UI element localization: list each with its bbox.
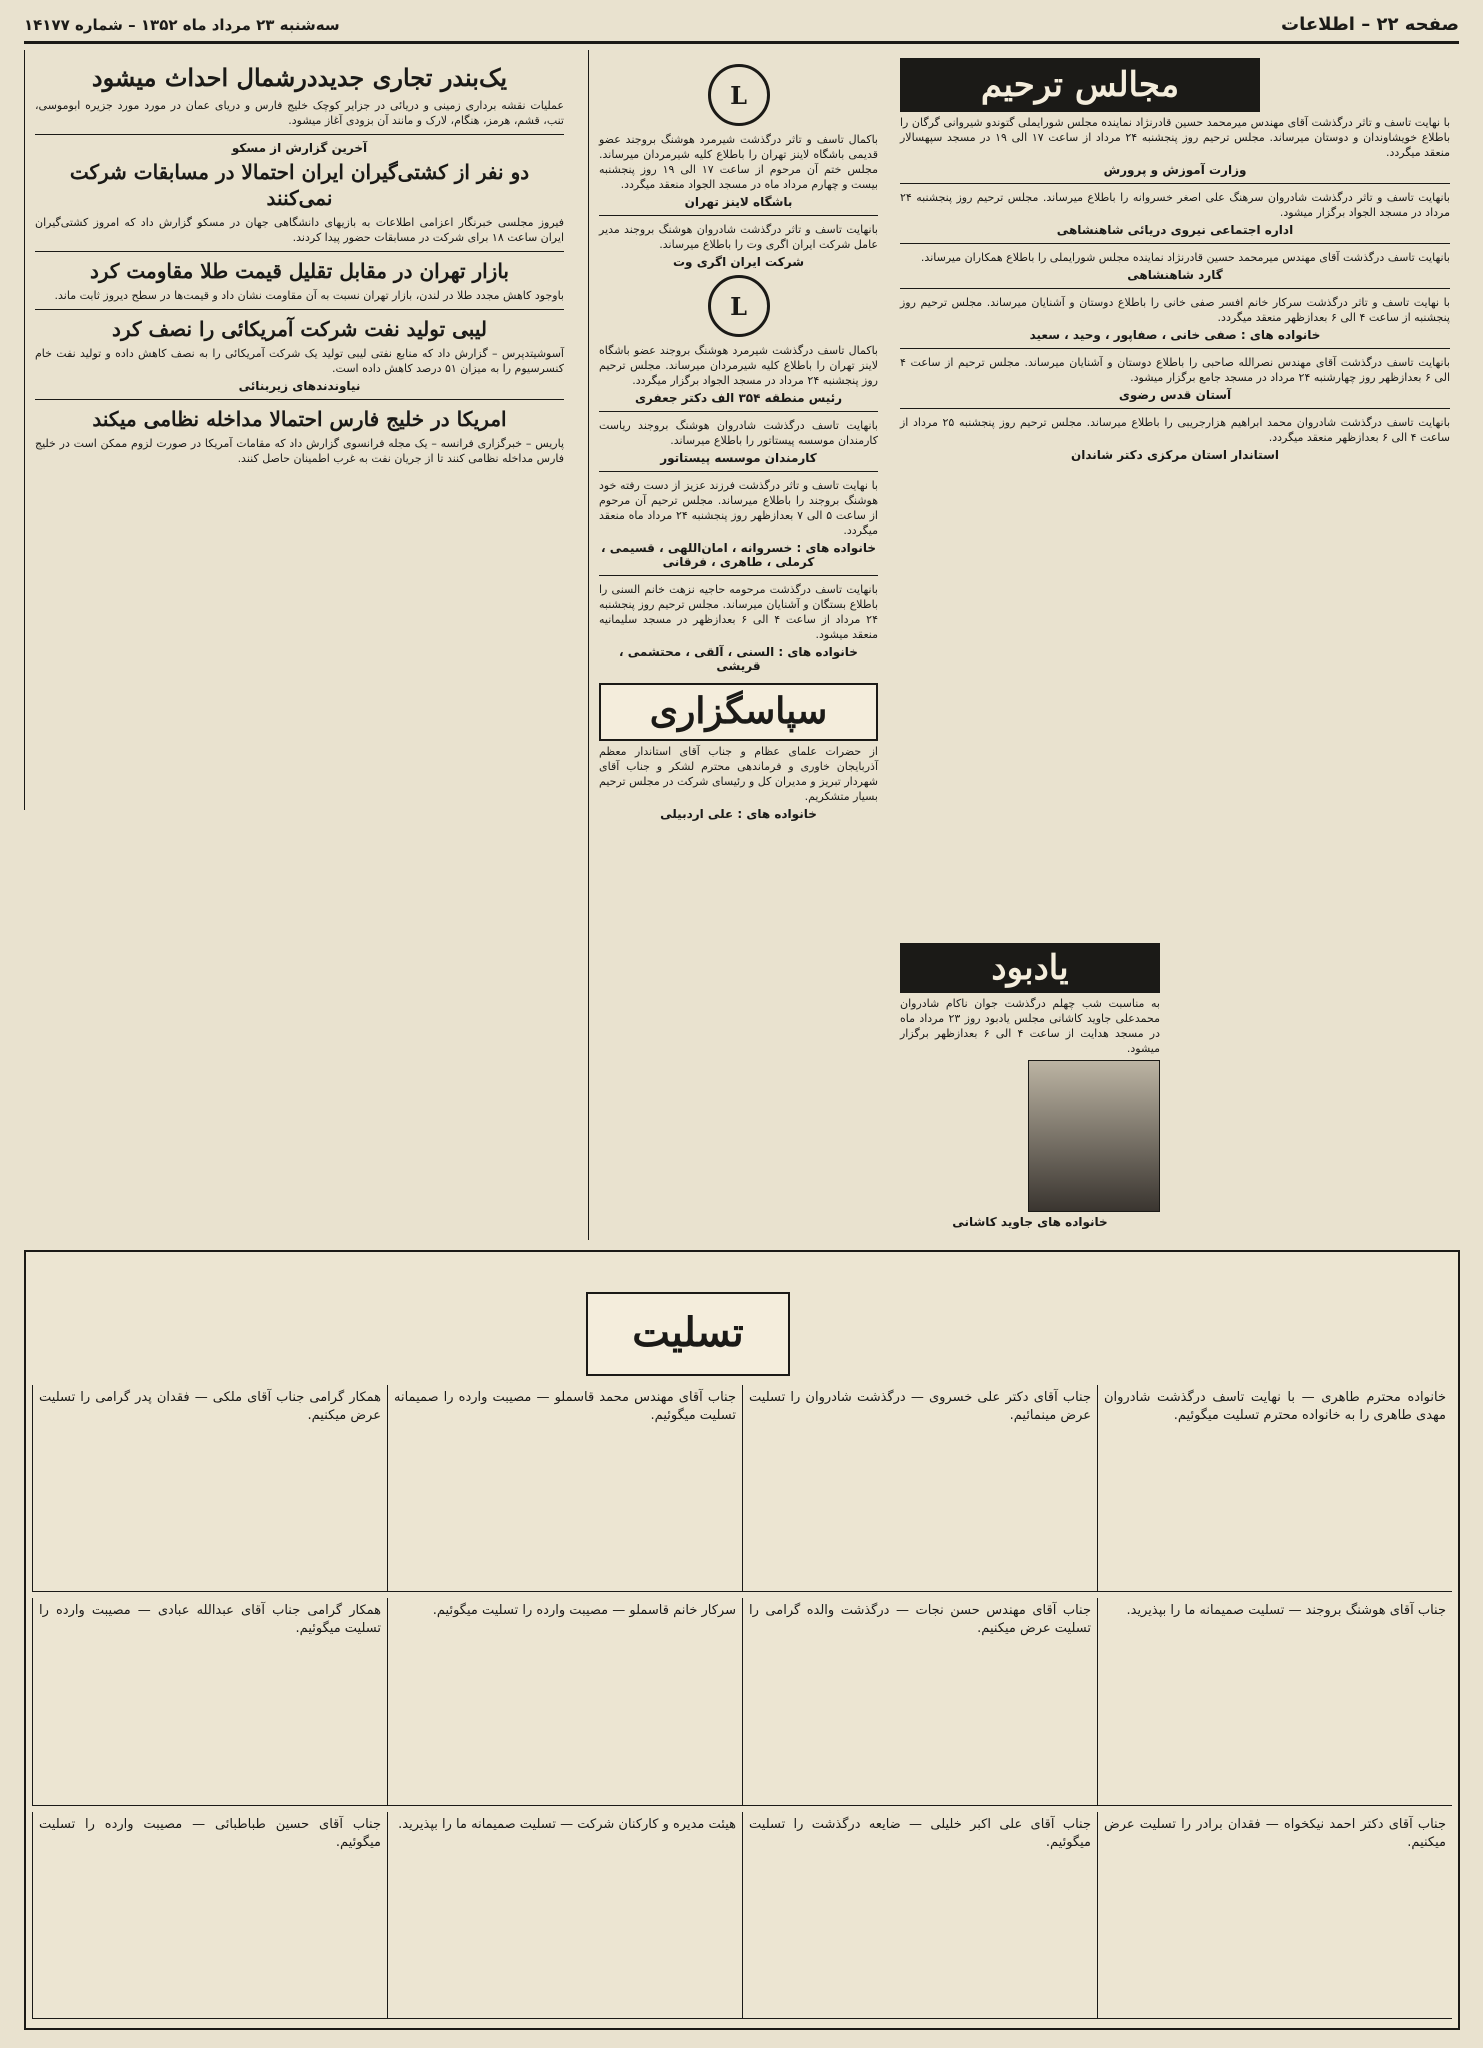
condolence-notice: همکار گرامی جناب آقای عبدالله عبادی — مصیبت وارده را تسلیت میگوئیم. [32, 1598, 387, 1805]
sepasgozari-signature: خانواده های : علی اردبیلی [660, 807, 817, 821]
notice-ghadernejad-signature: وزارت آموزش و پرورش [1103, 163, 1247, 177]
condolence-notice: جناب آقای دکتر احمد نیکخواه — فقدان برادر را تسلیت عرض میکنیم. [1097, 1812, 1452, 2019]
yadbud-section [890, 935, 1170, 1265]
portrait-photo [1028, 1060, 1160, 1212]
notice-khosravaneh-signature: اداره اجتماعی نیروی دریائی شاهنشاهی [1056, 223, 1294, 237]
condolence-notice: جناب آقای حسین طباطبائی — مصیبت وارده را تسلیت میگوئیم. [32, 1812, 387, 2019]
sepasgozari-banner: سپاسگزاری [599, 683, 878, 741]
condolence-notice: جناب آقای مهندس محمد قاسملو — مصیبت وارده را صمیمانه تسلیت میگوئیم. [387, 1385, 742, 1592]
notice-staff: بانهایت تاسف درگذشت شادروان هوشنگ بروجند ریاست کارمندان موسسه پیستاتور را باطلاع میرساند. [599, 419, 878, 447]
notice-hezarjaribi: بانهایت تاسف درگذشت شادروان محمد ابراهیم هزارجریبی را باطلاع میرساند. مجلس ترحیم روز پنجشنبه ۲۵ مرداد از ساعت ۴ الی ۶ بعدازظهر منعقد میگردد. [900, 416, 1451, 444]
headline-gold: بازار تهران در مقابل تقلیل قیمت طلا مقاومت کرد [89, 259, 510, 283]
headline-libya: لیبی تولید نفت شرکت آمریکائی را نصف کرد [112, 317, 487, 341]
article-wrestlers-body: فیروز مجلسی خبرنگار اعزامی اطلاعات به بازیهای دانشگاهی جهان در مسکو گزارش داد که امروز کشتی‌گیران ایران ساعت ۱۸ برای شرکت در مسابقات حضور پیدا کردند. [35, 216, 564, 244]
page-header [24, 8, 1459, 44]
sepasgozari-text: از حضرات علمای عظام و جناب آقای استاندار معظم آذربایجان خاوری و فرماندهی محترم لشکر و جناب آقای شهردار تبریز و مدیران کل و رئیسای شرکت در مجلس ترحیم بسیار متشکریم. [599, 745, 878, 803]
condolence-notice: خانواده محترم طاهری — با نهایت تاسف درگذشت شادروان مهدی طاهری را به خانواده محترم تسلیت میگوئیم. [1097, 1385, 1452, 1592]
notice-ghadernejad: با نهایت تاسف و تاثر درگذشت آقای مهندس میرمحمد حسین قادرنژاد نماینده مجلس شورایملی گتوندو شیروانی گرگان را باطلاع خویشاوندان و دوستان میرساند. مجلس ترحیم روز پنجشنبه ۲۴ مرداد از ساعت ۱۷ الی ۱۹ در مسجد سپهسالار منعقد میگردد. [900, 116, 1451, 159]
moscow-kicker: آخرین گزارش از مسکو [231, 141, 368, 155]
condolence-notice: همکار گرامی جناب آقای ملکی — فقدان پدر گرامی را تسلیت عرض میکنیم. [32, 1385, 387, 1592]
lions-club-logo: L [708, 275, 770, 337]
divider [35, 134, 564, 135]
date-line: سه‌شنبه ۲۳ مرداد ماه ۱۳۵۲ – شماره ۱۴۱۷۷ [24, 15, 340, 34]
yadbud-banner: یادبود [900, 943, 1160, 993]
notice-lions-1: باکمال تاسف و تاثر درگذشت شیرمرد هوشنگ بروجند عضو قدیمی باشگاه لاینز تهران را باطلاع کلیه شیرمردان میرساند. مجلس ختم آن مرحوم از ساعت ۱۷ الی ۱۹ روز پنجشنبه بیست و چهارم مرداد ماه در مسجد الجواد منعقد میگردد. [599, 133, 878, 191]
notice-nozhat: بانهایت تاسف درگذشت مرحومه حاجیه نزهت خانم السنی را باطلاع بستگان و آشنایان میرساند. مجلس ترحیم روز پنجشنبه ۲۴ مرداد از ساعت ۴ الی ۶ بعدازظهر در مسجد سلیمانیه منعقد میشود. [599, 583, 878, 641]
headline-port: یک‌بندر تجاری جدیددرشمال احداث میشود [91, 63, 508, 92]
notice-lions-2-signature: رئیس منطقه ۳۵۴ الف دکتر جعفری [634, 391, 842, 405]
notice-guard-signature: گارد شاهنشاهی [1127, 268, 1223, 282]
notice-agrivet-signature: شرکت ایران اگری وت [673, 255, 804, 269]
condolence-grid [32, 1382, 1452, 2022]
headline-us-gulf: امریکا در خلیج فارس احتمالا مداخله نظامی میکند [92, 407, 507, 431]
taslit-banner: تسلیت [586, 1292, 790, 1376]
divider [35, 251, 564, 252]
notice-sahebi: بانهایت تاسف درگذشت آقای مهندس نصرالله صاحبی را باطلاع دوستان و آشنایان میرساند. مجلس ترحیم از ساعت ۴ الی ۶ بعدازظهر روز چهارشنبه ۲۴ مرداد در مسجد جامع برگزار میشود. [900, 356, 1450, 384]
yadbud-signature: خانواده های جاوید کاشانی [952, 1215, 1108, 1229]
divider [35, 309, 564, 310]
notice-agrivet: بانهایت تاسف و تاثر درگذشت شادروان هوشنگ بروجند مدیر عامل شرکت ایران اگری وت را باطلاع میرساند. [599, 223, 878, 251]
notice-hezarjaribi-signature: استاندار استان مرکزی دکتر شاندان [1071, 448, 1279, 462]
article-libya-body: آسوشیتدپرس – گزارش داد که منابع نفتی لیبی تولید یک شرکت آمریکائی را به نصف کاهش داده و تولید نفت خام کنسرسیوم را به میزان ۵۱ درصد کاهش داده است. [35, 347, 564, 375]
subhead-infrastructure: نیاوندندهای زیربنائی [238, 379, 361, 393]
notice-nozhat-signature: خانواده های : السنی ، آلقی ، محتشمی ، قریشی [619, 645, 858, 673]
lions-club-logo: L [708, 64, 770, 126]
article-gold-body: باوجود کاهش مجدد طلا در لندن، بازار تهران نسبت به آن مقاومت نشان داد و قیمت‌ها در سطح دیروز ثابت ماند. [54, 289, 564, 302]
notice-family-signature: خانواده های : خسروانه ، امان‌اللهی ، قسیمی ، کرملی ، طاهری ، فرقانی [601, 541, 876, 569]
majales-tarhim-banner: مجالس ترحیم [900, 58, 1260, 112]
notice-guard: بانهایت تاسف درگذشت آقای مهندس میرمحمد حسین قادرنژاد نماینده مجلس شورایملی را باطلاع همکاران میرساند. [920, 251, 1450, 264]
condolence-notice: جناب آقای هوشنگ بروجند — تسلیت صمیمانه ما را بپذیرید. [1097, 1598, 1452, 1805]
notice-family: با نهایت تاسف و تاثر درگذشت فرزند عزیز از دست رفته خود هوشنگ بروجند را باطلاع میرساند. مجلس ترحیم آن مرحوم از ساعت ۵ الی ۷ بعدازظهر روز پنجشنبه ۲۴ مرداد ماه منعقد میگردد. [599, 479, 878, 537]
right-column [890, 50, 1460, 930]
notice-lions-1-signature: باشگاه لاینز تهران [684, 195, 793, 209]
page-label: صفحه ۲۲ – اطلاعات [1281, 14, 1459, 35]
condolence-notice: هیئت مدیره و کارکنان شرکت — تسلیت صمیمانه ما را بپذیرید. [387, 1812, 742, 2019]
condolence-notice: سرکار خانم قاسملو — مصیبت وارده را تسلیت میگوئیم. [387, 1598, 742, 1805]
notice-staff-signature: کارمندان موسسه پیستاتور [660, 451, 817, 465]
notice-sahebi-signature: آستان قدس رضوی [1118, 388, 1232, 402]
headline-wrestlers: دو نفر از کشتی‌گیران ایران احتمالا در مسابقات شرکت نمی‌کنند [69, 160, 530, 210]
notice-safikhani-signature: خانواده های : صفی خانی ، صفاپور ، وحید ، سعید [1029, 328, 1321, 342]
condolence-block [24, 1250, 1460, 2030]
divider [35, 399, 564, 400]
notice-lions-2: باکمال تاسف درگذشت شیرمرد هوشنگ بروجند عضو باشگاه لاینز تهران را باطلاع کلیه شیرمردان میرساند. مجلس ترحیم روز پنجشنبه ۲۴ مرداد در مسجد الجواد برگزار میگردد. [599, 344, 878, 387]
condolence-notice: جناب آقای مهندس حسن نجات — درگذشت والده گرامی را تسلیت عرض میکنیم. [742, 1598, 1097, 1805]
notice-safikhani: با نهایت تاسف و تاثر درگذشت سرکار خانم افسر صفی خانی را باطلاع دوستان و آشنایان میرساند. مجلس ترحیم روز پنجشنبه از ساعت ۴ الی ۶ بعدازظهر منعقد میگردد. [900, 296, 1450, 324]
condolence-notice: جناب آقای علی اکبر خلیلی — ضایعه درگذشت را تسلیت میگوئیم. [742, 1812, 1097, 2019]
yadbud-text: به مناسبت شب چهلم درگذشت جوان ناکام شادروان محمدعلی جاوید کاشانی مجلس یادبود روز ۲۳ مرداد ماه در مسجد هدایت از ساعت ۴ الی ۶ بعدازظهر برگزار میشود. [900, 997, 1160, 1055]
left-news-column [24, 50, 574, 810]
article-port-body: عملیات نقشه برداری زمینی و دریائی در جزایر کوچک خلیج فارس و دریای عمان در مورد مورد جزیره ابوموسی، تنب، قشم، هرمز، هنگام، لارک و مانند آن بزودی آغاز میشود. [35, 99, 564, 127]
condolence-notice: جناب آقای دکتر علی خسروی — درگذشت شادروان را تسلیت عرض مینمائیم. [742, 1385, 1097, 1592]
center-column [588, 50, 888, 1240]
article-us-gulf-body: پاریس – خبرگزاری فرانسه – یک مجله فرانسوی گزارش داد که مقامات آمریکا در صورت لزوم ممکن است در خلیج فارس مداخله نظامی کنند تا از جریان نفت به غرب اطمینان حاصل کنند. [35, 437, 564, 465]
notice-khosravaneh: بانهایت تاسف و تاثر درگذشت شادروان سرهنگ علی اصغر خسروانه را باطلاع میرساند. مجلس ترحیم روز پنجشنبه ۲۴ مرداد در مسجد الجواد برگزار میشود. [900, 191, 1450, 219]
